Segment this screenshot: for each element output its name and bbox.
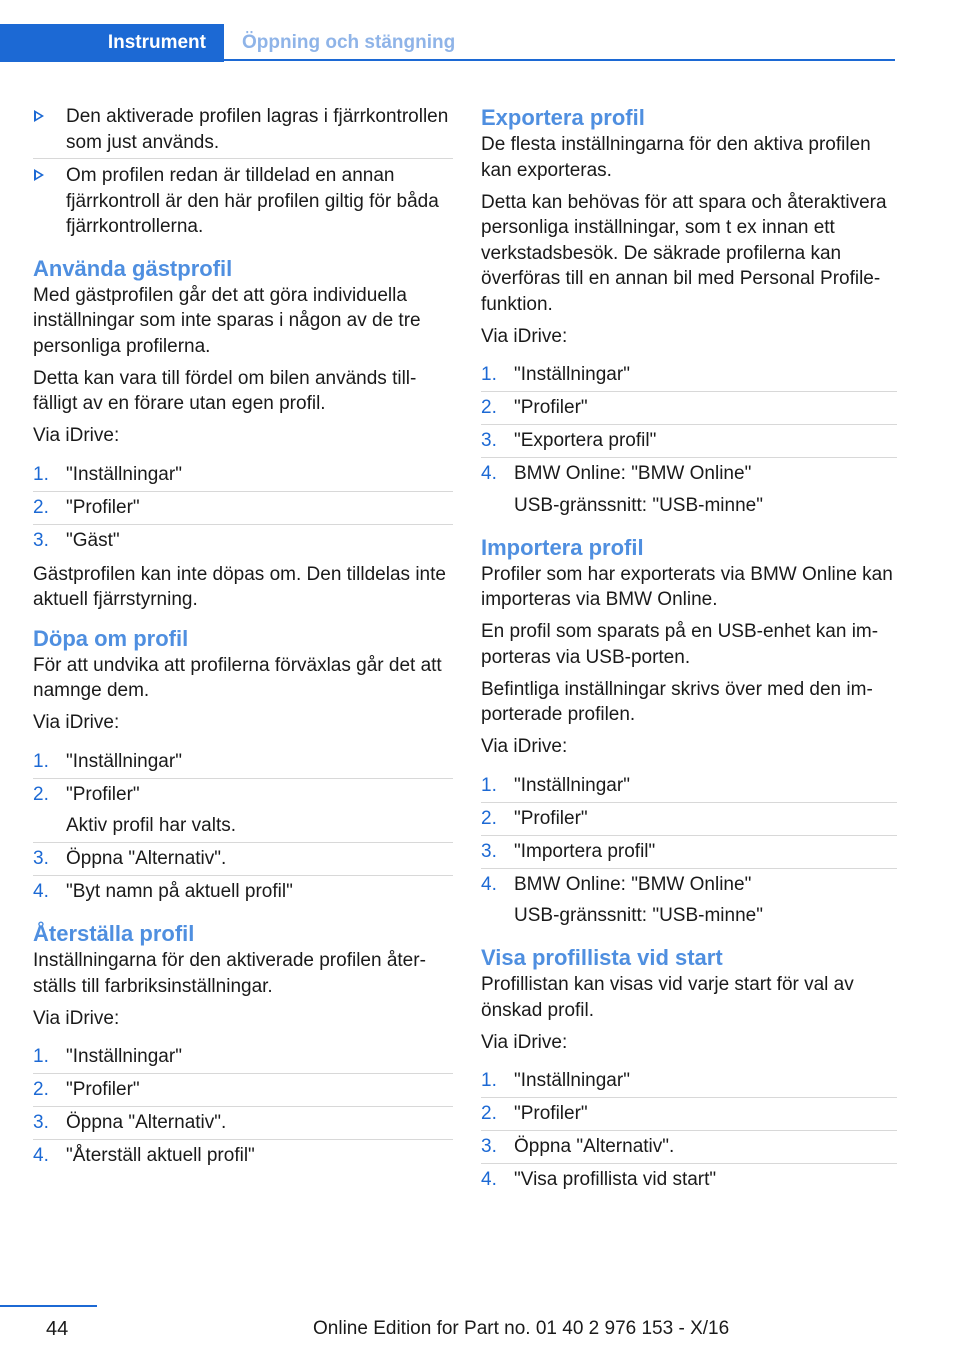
paragraph: Detta kan behövas för att spara och återaktivera personliga inställningar, som t ex innan ett verkstadsbesök. De säkrade profilerna kan överföras till en annan bil med Personal Profile-funktion.: [481, 191, 887, 315]
paragraph: Gästprofilen kan inte döpas om. Den tilldelas inte aktuell fjärrstyrning.: [33, 563, 446, 610]
via-idrive-label: Via iDrive:: [481, 1031, 568, 1053]
left-column: [33, 100, 453, 1177]
paragraph: En profil som sparats på en USB-enhet kan importeras via USB-porten.: [481, 621, 879, 668]
step-list: [33, 746, 453, 909]
paragraph: Med gästprofilen går det att göra individuella inställningar som inte sparas i någon av de tre personliga profilerna.: [33, 284, 421, 357]
footer-divider: [0, 1305, 97, 1307]
bullet-list: [33, 100, 453, 243]
step-list: [33, 459, 453, 557]
via-idrive-label: Via iDrive:: [33, 1007, 120, 1029]
list-item: 2. "Profiler": [481, 1098, 897, 1131]
list-item: 3. Öppna "Alternativ".: [481, 1131, 897, 1164]
paragraph: Profiler som har exporterats via BMW Online kan importeras via BMW Online.: [481, 563, 893, 610]
edition-note: Online Edition for Part no. 01 40 2 976 153 - X/16: [313, 1318, 730, 1339]
list-item: 1. "Inställningar": [481, 359, 897, 392]
triangle-bullet-icon: [34, 110, 44, 122]
list-item: 2. "Profiler": [33, 1074, 453, 1107]
section-title-guest-profile: Använda gästprofil: [33, 255, 233, 281]
via-idrive-label: Via iDrive:: [481, 325, 568, 347]
list-item: 4. "Återställ aktuell profil": [33, 1145, 255, 1166]
list-item: 3. Öppna "Alternativ".: [33, 1107, 453, 1140]
paragraph: Befintliga inställningar skrivs över med den importerade profilen.: [481, 678, 873, 725]
list-item: Den aktiverade profilen lagras i fjärrkontrollen som just används.: [33, 100, 453, 159]
list-item: 2. "Profiler": [33, 492, 453, 525]
page-number: 44: [46, 1318, 69, 1340]
list-item: 1. "Inställningar": [481, 770, 897, 803]
list-item: Om profilen redan är tilldelad en annan fjärrkontroll är den här profilen giltig för båda fjärrkontrollerna.: [33, 159, 453, 243]
list-item: 1. "Inställningar": [481, 1065, 897, 1098]
via-idrive-label: Via iDrive:: [33, 712, 120, 733]
section-title-show-profile-list: Visa profillista vid start: [481, 945, 723, 970]
section-title-rename-profile: Döpa om profil: [33, 625, 189, 651]
list-item: 3. "Gäst": [33, 529, 120, 551]
paragraph: De flesta inställningarna för den aktiva profilen kan exporteras.: [481, 134, 871, 181]
list-item: 3. "Importera profil": [481, 836, 897, 869]
via-idrive-label: Via iDrive:: [33, 425, 120, 446]
list-item: 3. "Exportera profil": [481, 425, 897, 458]
list-item: 4. "Byt namn på aktuell profil": [33, 881, 293, 902]
via-idrive-label: Via iDrive:: [481, 736, 568, 757]
list-item: 4. "Visa profillista vid start": [481, 1169, 717, 1190]
right-column: [481, 100, 897, 1201]
list-item: 1. "Inställningar": [33, 1041, 453, 1074]
list-item: 4. BMW Online: "BMW Online" USB-gränssnitt: "USB-minne": [481, 873, 763, 926]
section-title-reset-profile: Återställa profil: [33, 921, 195, 946]
header-divider: [224, 59, 895, 61]
step-list: [481, 770, 897, 933]
triangle-bullet-icon: [34, 169, 44, 181]
list-item: 1. "Inställningar": [33, 459, 453, 492]
list-item: 2. "Profiler": [481, 392, 897, 425]
list-item: 4. BMW Online: "BMW Online" USB-gränssnitt: "USB-minne": [481, 463, 763, 516]
list-item: 2. "Profiler": [481, 803, 897, 836]
step-list: [33, 1041, 453, 1172]
list-item: 3. Öppna "Alternativ".: [33, 843, 453, 876]
paragraph: Inställningarna för den aktiverade profilen återställs till farbriksinställningar.: [33, 950, 426, 997]
list-item: 2. "Profiler" Aktiv profil har valts.: [33, 779, 453, 844]
chapter-header: [0, 24, 895, 62]
section-title-import-profile: Importera profil: [481, 534, 644, 560]
step-list: [481, 359, 897, 522]
section-title-export-profile: Exportera profil: [481, 105, 645, 130]
paragraph: För att undvika att profilerna förväxlas går det att namnge dem.: [33, 654, 442, 701]
paragraph: Profillistan kan visas vid varje start för val av önskad profil.: [481, 974, 854, 1021]
step-list: [481, 1065, 897, 1196]
paragraph: Detta kan vara till fördel om bilen används tillfälligt av en förare utan egen profil.: [33, 367, 417, 414]
tab-opening-closing[interactable]: Öppning och stängning: [242, 32, 456, 53]
list-item: 1. "Inställningar": [33, 746, 453, 779]
tab-instrument[interactable]: Instrument: [0, 24, 224, 62]
